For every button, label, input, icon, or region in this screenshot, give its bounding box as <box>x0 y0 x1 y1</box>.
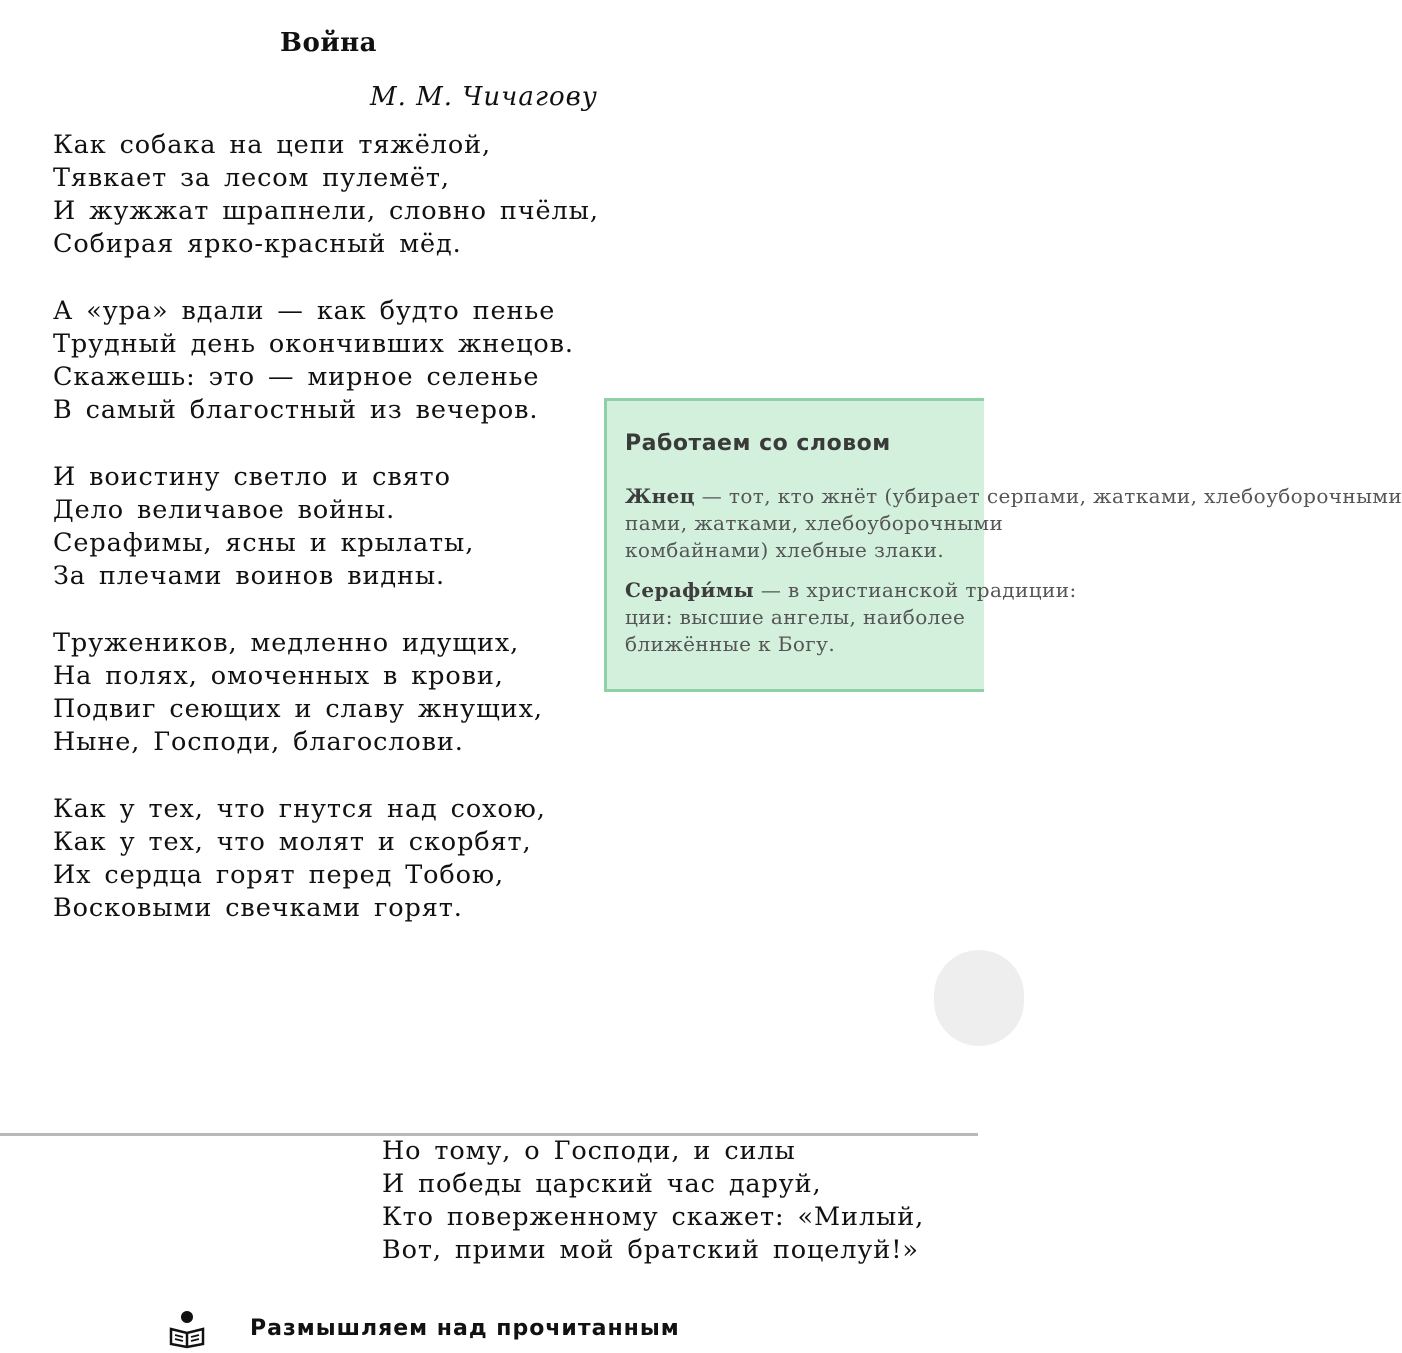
poem-dedication: М. М. Чичагову <box>370 82 598 112</box>
poem-line: Собирая ярко-красный мёд. <box>53 229 462 259</box>
poem-line: Как у тех, что молят и скорбят, <box>53 827 532 857</box>
stanza-1 <box>53 129 599 261</box>
poem-line: А «ура» вдали — как будто пенье <box>53 296 556 326</box>
poem-line: Дело величавое войны. <box>53 495 396 525</box>
section-heading-label: Размышляем над прочитанным <box>250 1315 680 1341</box>
vocabulary-box <box>604 398 1402 692</box>
poem-line: В самый благостный из вечеров. <box>53 395 539 425</box>
poem-line: Тявкает за лесом пулемёт, <box>53 163 450 193</box>
page-edge-tab <box>934 950 1024 1046</box>
definition-term: Жнец <box>625 484 695 508</box>
poem-line: И жужжат шрапнели, словно пчёлы, <box>53 196 599 226</box>
poem-line: За плечами воинов видны. <box>53 561 446 591</box>
poem-line: Подвиг сеющих и славу жнущих, <box>53 694 543 724</box>
poem-line: И победы царский час даруй, <box>382 1169 822 1199</box>
poem-line: Как у тех, что гнутся над сохою, <box>53 794 546 824</box>
definition-text: — в христианской традиции: <box>754 578 1077 602</box>
poem-line: Ныне, Господи, благослови. <box>53 727 464 757</box>
poem-line: На полях, омоченных в крови, <box>53 661 504 691</box>
poem-line: Тружеников, медленно идущих, <box>53 628 520 658</box>
poem-line: Их сердца горят перед Тобою, <box>53 860 505 890</box>
definition-text: — тот, кто жнёт (убирает серпами, жатками, хлебоуборочными <box>694 484 1402 508</box>
definition-text: комбайнами) хлебные злаки. <box>625 538 945 562</box>
vocabulary-box-title: Работаем со словом <box>625 431 891 456</box>
stanza-3 <box>53 461 474 593</box>
poem-line: Трудный день окончивших жнецов. <box>53 329 574 359</box>
section-heading <box>168 1308 680 1348</box>
definition-zhnets <box>625 483 1402 564</box>
stanza-6 <box>382 1135 924 1267</box>
definition-serafimy <box>625 577 1077 658</box>
poem-title: Война <box>280 28 377 58</box>
poem-line: Но тому, о Господи, и силы <box>382 1136 796 1166</box>
poem-line: Как собака на цепи тяжёлой, <box>53 130 492 160</box>
stanza-5 <box>53 793 546 925</box>
definition-text: ближённые к Богу. <box>625 632 836 656</box>
poem-line: Серафимы, ясны и крылаты, <box>53 528 475 558</box>
poem-line: Восковыми свечками горят. <box>53 893 463 923</box>
poem-line: И воистину светло и свято <box>53 462 451 492</box>
stanza-2 <box>53 295 574 427</box>
poem-line: Скажешь: это — мирное селенье <box>53 362 540 392</box>
poem-line: Кто поверженному скажет: «Милый, <box>382 1202 925 1232</box>
definition-term: Серафи́мы <box>625 578 755 602</box>
poem-line: Вот, прими мой братский поцелуй!» <box>382 1235 919 1265</box>
definition-text: ции: высшие ангелы, наиболее <box>625 605 966 629</box>
definition-text: пами, жатками, хлебоуборочными <box>625 511 1004 535</box>
reading-book-icon <box>168 1309 206 1347</box>
stanza-4 <box>53 627 543 759</box>
